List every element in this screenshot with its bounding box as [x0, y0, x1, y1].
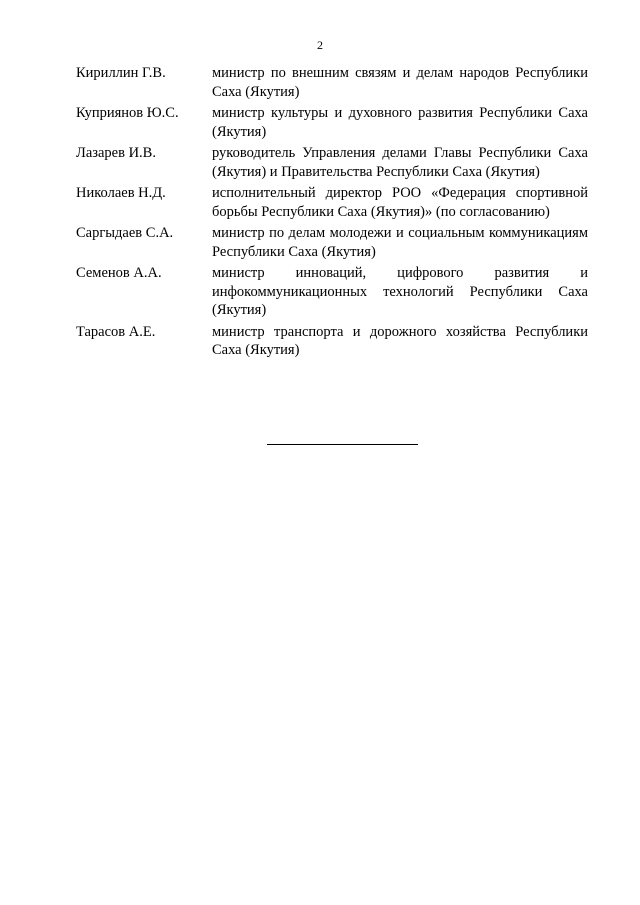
member-name: Николаев Н.Д.	[76, 185, 166, 201]
member-name: Тарасов А.Е.	[76, 323, 156, 340]
member-name: Саргыдаев С.А.	[76, 225, 174, 241]
member-position: руководитель Управления делами Главы Республики Саха (Якутия) и Правительства Республики Саха (Якутия)	[212, 145, 588, 180]
member-row	[76, 224, 588, 261]
member-row	[76, 184, 588, 221]
member-row	[76, 264, 588, 320]
member-position: министр транспорта и дорожного хозяйства Республики Саха (Якутия)	[212, 323, 588, 358]
closing-separator-line	[267, 444, 418, 445]
member-position: министр по внешним связям и делам народов Республики Саха (Якутия)	[212, 65, 588, 100]
member-position: министр по делам молодежи и социальным коммуникациям Республики Саха (Якутия)	[212, 225, 588, 260]
member-position: исполнительный директор РОО «Федерация спортивной борьбы Республики Саха (Якутия)» (по согласованию)	[212, 185, 588, 220]
member-row	[76, 64, 588, 101]
member-name: Семенов А.А.	[76, 265, 162, 281]
member-position: министр культуры и духовного развития Республики Саха (Якутия)	[212, 105, 588, 140]
member-name: Лазарев И.В.	[76, 145, 156, 161]
page-number: 2	[317, 38, 323, 52]
members-list	[76, 64, 588, 363]
member-position: министр инноваций, цифрового развития и инфокоммуникационных технологий Республики Саха (Якутия)	[212, 265, 588, 318]
member-row	[76, 323, 588, 360]
member-row	[76, 144, 588, 181]
member-name: Кириллин Г.В.	[76, 65, 166, 81]
member-row	[76, 104, 588, 141]
member-name: Куприянов Ю.С.	[76, 105, 179, 121]
